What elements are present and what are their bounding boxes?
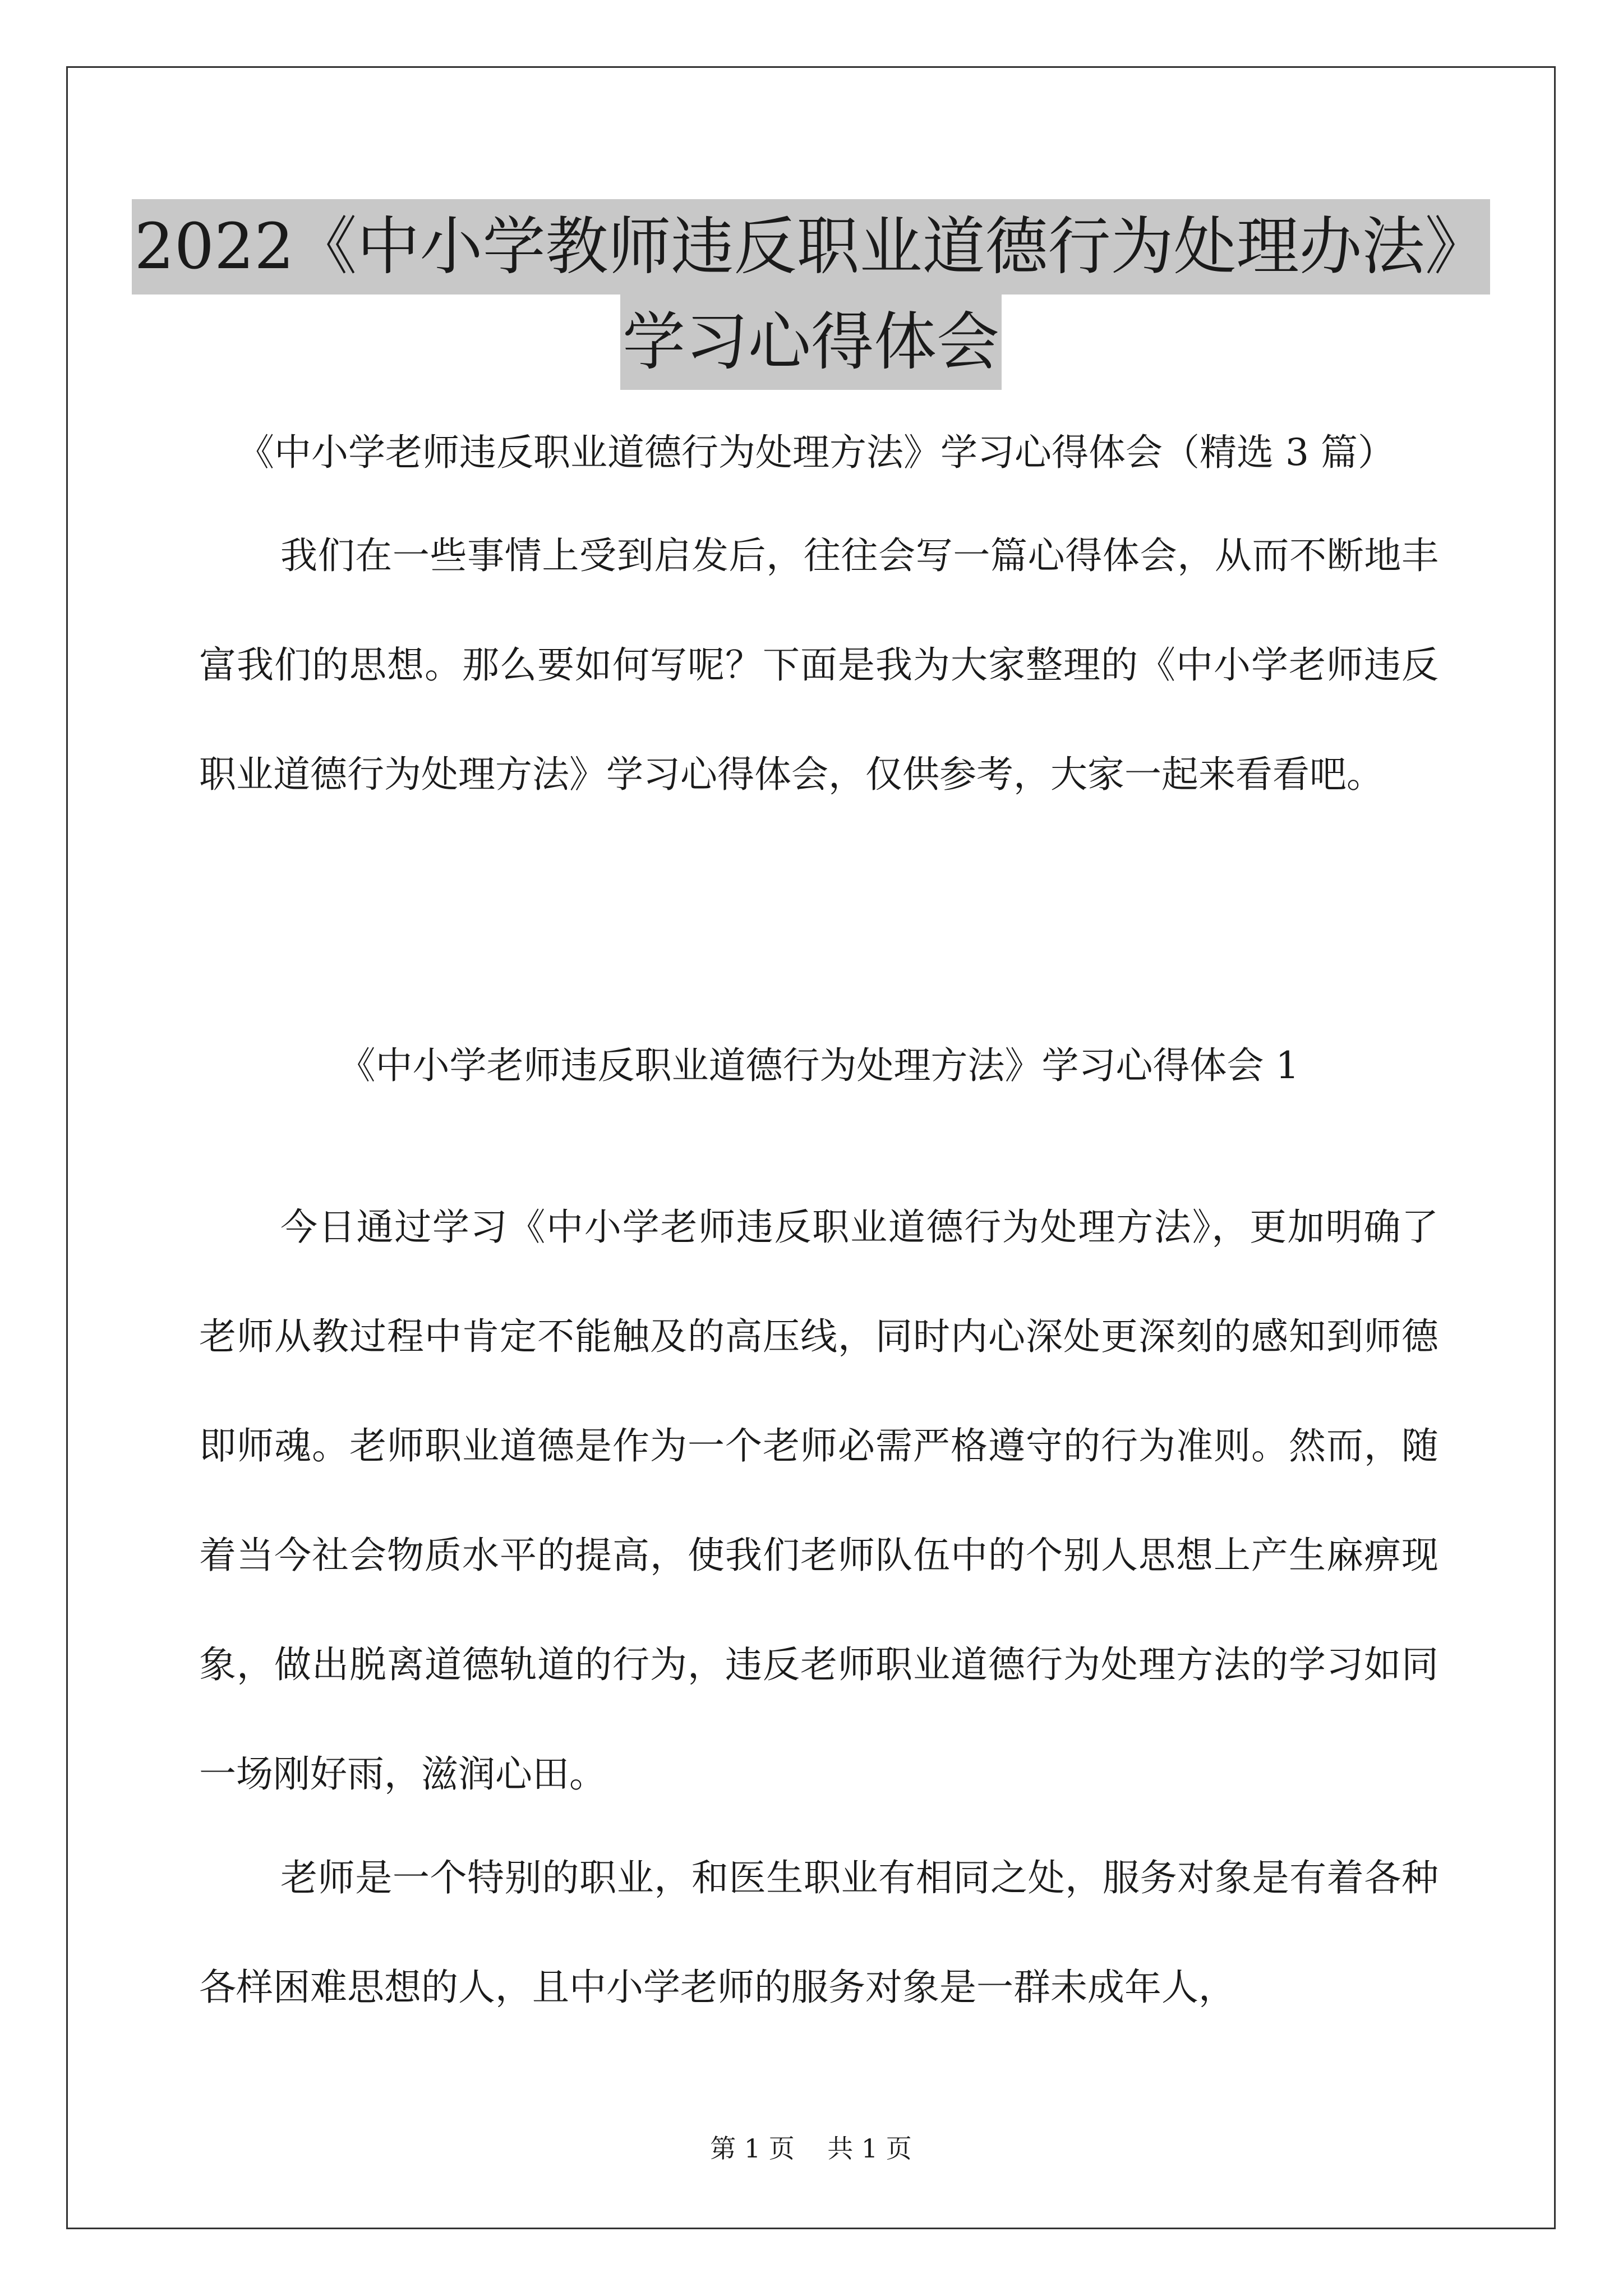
section-1-paragraph-1: 今日通过学习《中小学老师违反职业道德行为处理方法》，更加明确了老师从教过程中肯定不能触及的高压线，同时内心深处更深刻的感知到师德即师魂。老师职业道德是作为一个老师必需严格遵守的行为准则。然而，随着当今社会物质水平的提高，使我们老师队伍中的个别人思想上产生麻痹现象，做出脱离道德轨道的行为，违反老师职业道德行为处理方法的学习如同一场刚好雨，滋润心田。 — [199, 1205, 1438, 1796]
page-footer: 第 1 页 共 1 页 — [710, 2133, 912, 2164]
section-1-paragraph-2: 老师是一个特别的职业，和医生职业有相同之处，服务对象是有着各种各样困难思想的人，且中小学老师的服务对象是一群未成年人， — [199, 1856, 1438, 2009]
document-subtitle: 《中小学老师违反职业道德行为处理方法》学习心得体会（精选 3 篇） — [237, 431, 1395, 474]
intro-paragraph: 我们在一些事情上受到启发后，往往会写一篇心得体会，从而不断地丰富我们的思想。那么要如何写呢？下面是我为大家整理的《中小学老师违反职业道德行为处理方法》学习心得体会，仅供参考，大家一起来看看吧。 — [199, 534, 1438, 796]
section-1-heading: 《中小学老师违反职业道德行为处理方法》学习心得体会 1 — [338, 1044, 1299, 1087]
title-line-2: 学习心得体会 — [620, 295, 1002, 390]
title-line-1: 2022《中小学教师违反职业道德行为处理办法》 — [132, 199, 1490, 295]
document-title — [66, 199, 1556, 390]
